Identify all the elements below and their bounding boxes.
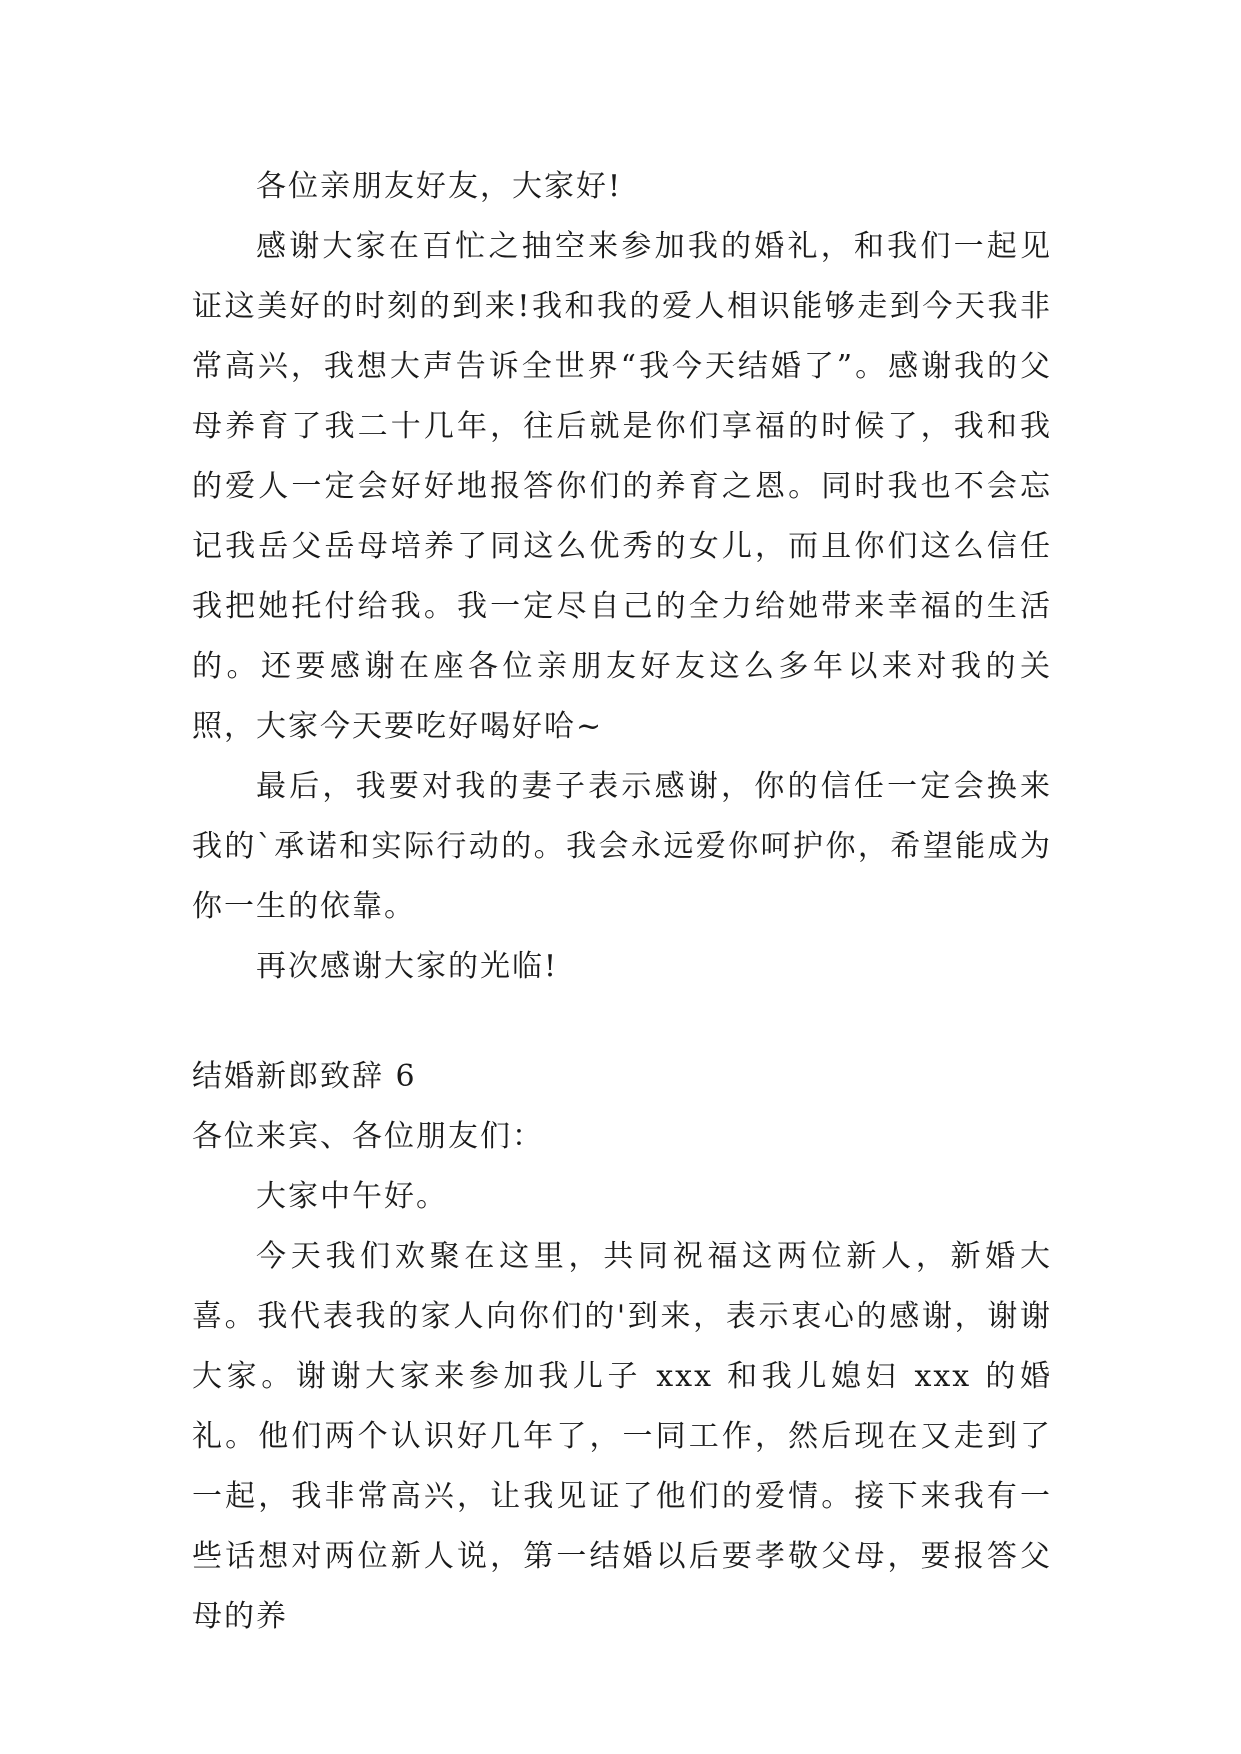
- section-spacer: [192, 997, 1052, 1047]
- wife-thanks-paragraph: 最后，我要对我的妻子表示感谢，你的信任一定会换来我的`承诺和实际行动的。我会永远爱你呵护你，希望能成为你一生的依靠。: [192, 769, 1052, 924]
- section-title: 结婚新郎致辞 6: [192, 1059, 417, 1094]
- document-body: [192, 157, 1052, 1647]
- closing-paragraph: 再次感谢大家的光临!: [256, 949, 559, 984]
- greeting-paragraph: 各位亲朋友好友，大家好!: [256, 169, 623, 204]
- speech-body-paragraph: 今天我们欢聚在这里，共同祝福这两位新人，新婚大喜。我代表我的家人向你们的'到来，表示衷心的感谢，谢谢大家。谢谢大家来参加我儿子 xxx 和我儿媳妇 xxx 的婚礼。他们两个认识好几年了，一同工作，然后现在又走到了一起，我非常高兴，让我见证了他们的爱情。接下来我有一些话想对两位新人说，第一结婚以后要孝敬父母，要报答父母的养: [192, 1239, 1052, 1634]
- salutation: 各位来宾、各位朋友们：: [192, 1119, 544, 1154]
- noon-greeting-paragraph: 大家中午好。: [256, 1179, 448, 1214]
- thanks-paragraph: 感谢大家在百忙之抽空来参加我的婚礼，和我们一起见证这美好的时刻的到来!我和我的爱人相识能够走到今天我非常高兴，我想大声告诉全世界“我今天结婚了”。感谢我的父母养育了我二十几年，往后就是你们享福的时候了，我和我的爱人一定会好好地报答你们的养育之恩。同时我也不会忘记我岳父岳母培养了同这么优秀的女儿，而且你们这么信任我把她托付给我。我一定尽自己的全力给她带来幸福的生活的。还要感谢在座各位亲朋友好友这么多年以来对我的关照，大家今天要吃好喝好哈~: [192, 229, 1052, 744]
